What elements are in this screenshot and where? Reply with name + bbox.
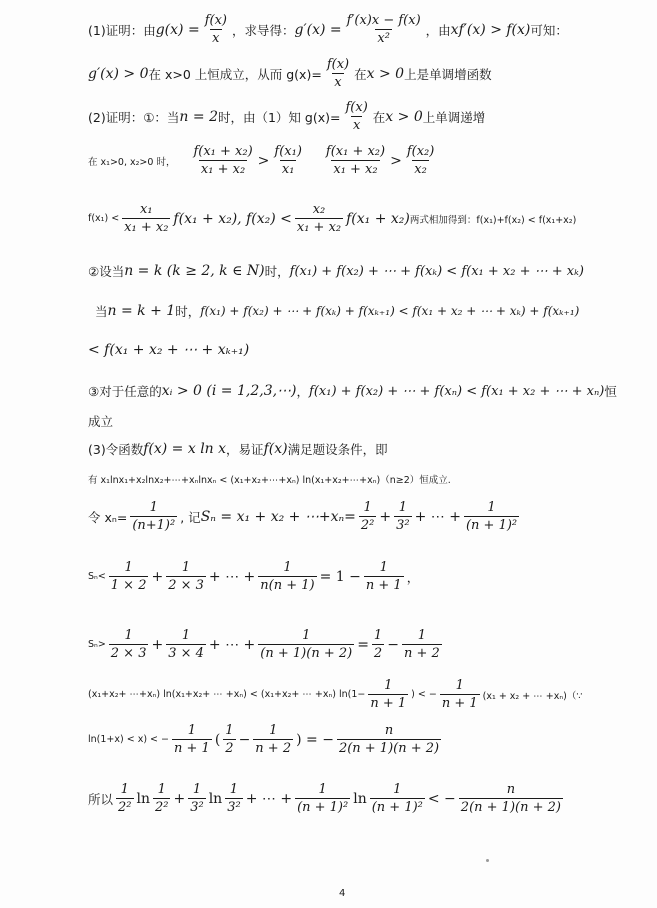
symbol: + <box>151 568 164 585</box>
math: n = 2 <box>179 108 218 125</box>
line-3 <box>88 100 657 133</box>
text: (3)令函数 <box>88 442 144 457</box>
symbol: > <box>257 152 270 169</box>
math: f(x₁) + f(x₂) + ⋯ + f(xₖ) < f(x₁ + x₂ + ⋯ + xₖ) <box>289 263 584 279</box>
fraction: $\frac{\text{x₁}}{\text{x₁ + x₂}}$ <box>124 202 169 235</box>
text: 令 xₙ= <box>88 509 128 525</box>
text: (2)证明：①：当 <box>88 109 180 125</box>
symbol: − <box>238 731 251 748</box>
fraction: $\frac{1}{\text{2²}}$ <box>155 782 169 815</box>
line-6 <box>88 262 657 280</box>
line-12 <box>88 472 657 486</box>
math: g′(x) = <box>294 21 342 38</box>
scan-speck <box>486 859 489 862</box>
symbol: < − <box>427 790 456 807</box>
text: 两式相加得到：f(x₁)+f(x₂) < f(x₁+x₂) <box>409 214 577 226</box>
fraction: $\frac{f'(x)x - f(x)}{\text{x²}}$ <box>346 13 421 46</box>
math: g(x) = <box>155 21 200 38</box>
text: 可知： <box>530 22 568 38</box>
line-8 <box>88 342 657 358</box>
math: g′(x) > 0 <box>88 65 149 82</box>
line-10 <box>88 412 657 430</box>
symbol: − <box>387 636 399 653</box>
line-15 <box>88 628 657 661</box>
text: 有 x₁lnx₁+x₂lnx₂+⋯+xₙlnxₙ < (x₁+x₂+⋯+xₙ) ln(x₁+x₂+⋯+xₙ)（n≥2）恒成立. <box>88 475 451 486</box>
text: ， <box>406 569 420 585</box>
fraction: $\frac{\text{f(x₁)}}{\text{x₁}}$ <box>274 144 302 177</box>
fraction: $\frac{1}{n + 1}$ <box>441 678 478 711</box>
text: 时，由（1）知 g(x)= <box>217 109 341 125</box>
text: (x₁+x₂+ ⋯+xₙ) ln(x₁+x₂+ ⋯ +xₙ) < (x₁+x₂+ ⋯ +xₙ) ln(1− <box>88 689 366 700</box>
page-number: 4 <box>339 888 346 899</box>
text: 在 <box>354 66 367 82</box>
line-17 <box>88 723 657 756</box>
fraction: $\frac{1}{\text{(n+1)²}}$ <box>132 500 176 533</box>
text: 上单调递增 <box>422 109 486 125</box>
text: ， <box>296 384 310 399</box>
text: 当 <box>95 304 108 319</box>
text: f(x₁) < <box>88 213 120 224</box>
math: xf′(x) > f(x) <box>450 21 531 38</box>
fraction: $\frac{1}{(n + 1)(n + 2)}$ <box>260 628 353 661</box>
text: ，由 <box>425 22 451 38</box>
line-9 <box>88 382 657 400</box>
text: 成立 <box>88 414 114 429</box>
fraction: $\frac{1}{2}$ <box>225 723 234 756</box>
text: 恒 <box>604 384 617 399</box>
fraction: $\frac{n}{2(n + 1)(n + 2)}$ <box>338 723 440 756</box>
text: 在 x>0 上恒成立，从而 g(x)= <box>148 66 322 82</box>
line-14 <box>88 560 657 593</box>
math: f(x₁) + f(x₂) + ⋯ + f(xₖ) + f(xₖ₊₁) < f(x₁ + x₂ + ⋯ + xₖ) + f(xₖ₊₁) <box>200 304 580 318</box>
math: n = k + 1 <box>107 303 176 319</box>
text: 时， <box>264 264 290 279</box>
math: xᵢ > 0 (i = 1,2,3,⋯) <box>161 383 297 399</box>
symbol: + <box>173 790 186 807</box>
symbol: = <box>357 636 369 653</box>
symbol: + <box>151 636 164 653</box>
math: f(x) = x ln x <box>143 441 227 457</box>
fraction: $\frac{f(x)}{x}$ <box>326 57 350 90</box>
fraction: $\frac{1}{n + 2}$ <box>403 628 440 661</box>
fraction: $\frac{1}{n + 1}$ <box>365 560 402 593</box>
math: f(x₁ + x₂) <box>346 210 410 227</box>
math: Sₙ = x₁ + x₂ + ⋯+xₙ= <box>200 508 356 525</box>
line-7 <box>95 302 657 320</box>
symbol: = 1 − <box>319 568 361 585</box>
math: f(x₁ + x₂), f(x₂) < <box>173 210 292 227</box>
symbol: + ⋯ + <box>208 568 256 585</box>
line-16 <box>88 678 657 711</box>
text: (x₁ + x₂ + ⋯ +xₙ)（∵ <box>482 690 583 702</box>
symbol: + ⋯ + <box>414 508 461 525</box>
line-2 <box>88 57 657 90</box>
fraction: $\frac{1}{1 \times 2}$ <box>110 560 147 593</box>
text: , 记 <box>180 509 201 525</box>
text: Sₙ< <box>88 571 106 582</box>
math: < f(x₁ + x₂ + ⋯ + xₖ₊₁) <box>88 342 250 358</box>
symbol: + <box>379 508 392 525</box>
math: x > 0 <box>385 108 423 125</box>
line-1 <box>88 13 657 46</box>
fraction: $\frac{1}{n + 1}$ <box>370 678 407 711</box>
text: ，易证 <box>226 442 264 457</box>
text: ) < − <box>411 689 437 700</box>
symbol: ( <box>214 731 221 748</box>
fraction: $\frac{\text{x₂}}{\text{x₁ + x₂}}$ <box>296 202 342 235</box>
math: n = k (k ≥ 2, k ∈ N) <box>124 263 265 279</box>
fraction: $\frac{\text{f(x₁ + x₂)}}{\text{x₁ + x₂}}$ <box>193 144 253 177</box>
fraction: $\frac{1}{\text{3²}}$ <box>396 500 410 533</box>
fraction: $\frac{1}{3 \times 4}$ <box>168 628 204 661</box>
text: Sₙ> <box>88 639 106 650</box>
text: 在 x₁>0, x₂>0 时， <box>88 156 176 168</box>
fraction: $\frac{\text{f(x₂)}}{\text{x₂}}$ <box>406 144 435 177</box>
fraction: $\frac{1}{\text{(n + 1)²}}$ <box>465 500 518 533</box>
symbol: ln <box>208 790 223 807</box>
fraction: $\frac{1}{\text{2²}}$ <box>118 782 132 815</box>
text: ln(1+x) < x) < − <box>88 734 169 745</box>
math: f(x) <box>263 441 288 457</box>
line-11 <box>88 440 657 458</box>
text: 满足题设条件，即 <box>287 442 388 457</box>
fraction: $\frac{1}{\text{(n + 1)²}}$ <box>371 782 423 815</box>
fraction: $\frac{1}{2}$ <box>373 628 383 661</box>
text: ，求导得： <box>231 22 295 38</box>
text: (1)证明：由 <box>88 22 156 38</box>
fraction: $\frac{1}{n + 1}$ <box>174 723 210 756</box>
text: ②设当 <box>88 264 125 279</box>
symbol: + ⋯ + <box>208 636 256 653</box>
fraction: $\frac{1}{\text{3²}}$ <box>227 782 241 815</box>
symbol: ln <box>353 790 367 807</box>
symbol: > <box>390 152 402 169</box>
fraction: $\frac{1}{\text{(n + 1)²}}$ <box>297 782 349 815</box>
symbol: ) = − <box>296 731 334 748</box>
fraction: $\frac{1}{\text{3²}}$ <box>190 782 204 815</box>
fraction: $\frac{1}{2 \times 3}$ <box>168 560 204 593</box>
fraction: $\frac{f(x)}{x}$ <box>345 100 368 133</box>
fraction: $\frac{f(x)}{x}$ <box>204 13 227 46</box>
math: f(x₁) + f(x₂) + ⋯ + f(xₙ) < f(x₁ + x₂ + ⋯ + xₙ) <box>309 383 605 399</box>
fraction: $\frac{1}{\text{2²}}$ <box>360 500 375 533</box>
fraction: $\frac{1}{n + 2}$ <box>255 723 292 756</box>
text: 所以 <box>88 791 114 807</box>
math: x > 0 <box>366 65 405 82</box>
line-18 <box>88 782 657 815</box>
text: ③对于任意的 <box>88 384 162 399</box>
fraction: $\frac{1}{n(n + 1)}$ <box>260 560 315 593</box>
symbol: + ⋯ + <box>245 790 293 807</box>
text: 在 <box>372 109 386 125</box>
text: 时， <box>175 304 201 319</box>
line-13 <box>88 500 657 533</box>
fraction: $\frac{1}{2 \times 3}$ <box>110 628 147 661</box>
symbol: ln <box>136 790 150 807</box>
line-5 <box>88 202 657 235</box>
fraction: $\frac{n}{2(n + 1)(n + 2)}$ <box>460 782 561 815</box>
line-4 <box>88 144 657 177</box>
fraction: $\frac{\text{f(x₁ + x₂)}}{\text{x₁ + x₂}}$ <box>325 144 386 177</box>
text: 上是单调增函数 <box>404 66 492 82</box>
